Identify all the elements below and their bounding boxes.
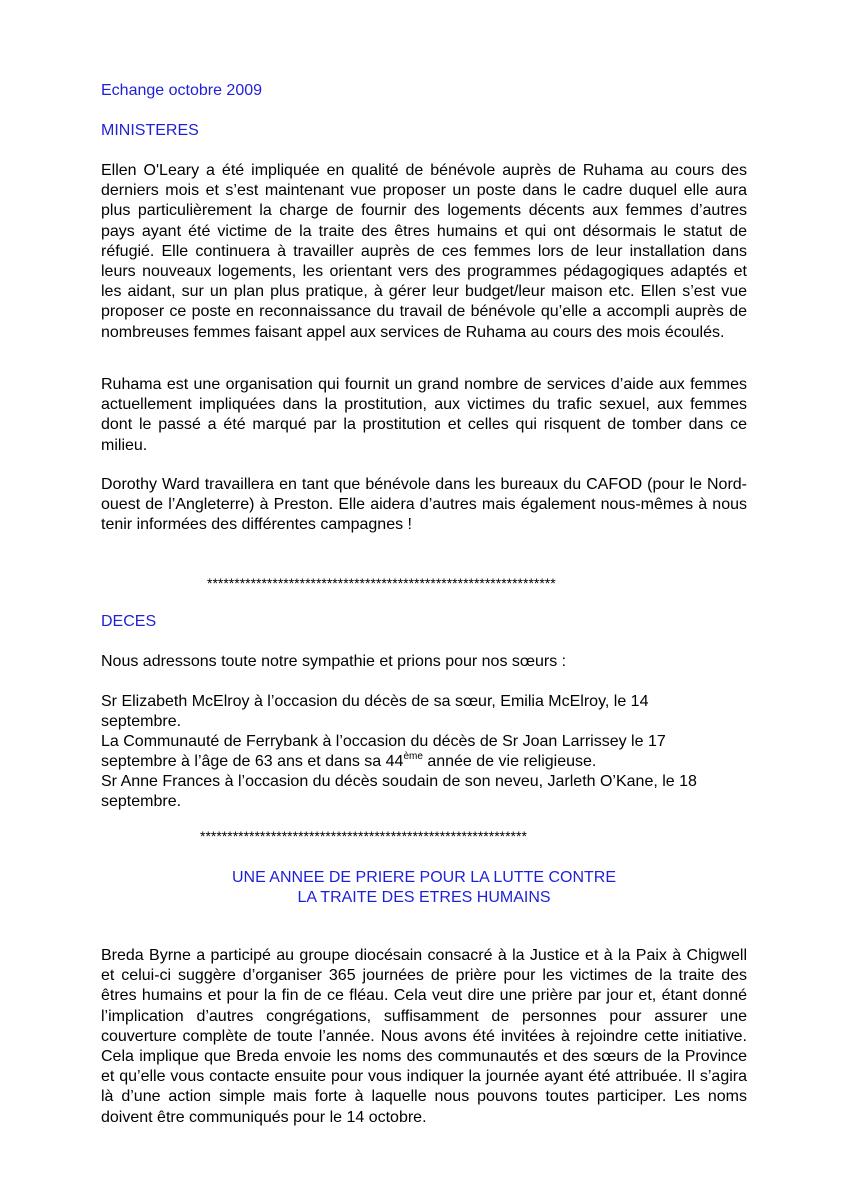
section-heading-deces: DECES [101, 613, 157, 630]
deces-item-ferrybank [101, 732, 711, 772]
section-heading-priere-line-2: LA TRAITE DES ETRES HUMAINS [297, 889, 551, 906]
ordinal-suffix: ème [403, 751, 423, 763]
deces-intro: Nous adressons toute notre sympathie et prions pour nos sœurs : [101, 653, 567, 670]
ministeres-paragraph-3: Dorothy Ward travaillera en tant que bénévole dans les bureaux du CAFOD (pour le Nord-ouest de l’Angleterre) à Preston. Elle aidera d’autres mais également nous-mêmes à nous tenir informées des différentes campagnes ! [101, 476, 747, 534]
ministeres-paragraph-2: Ruhama est une organisation qui fournit un grand nombre de services d’aide aux femmes actuellement impliquées dans la prostitution, aux victimes du trafic sexuel, aux femmes dont le passé a été marqué par la prostitution et celles qui risquent de tomber dans ce milieu. [101, 376, 747, 454]
deces-item-mcelroy: Sr Elizabeth McElroy à l’occasion du décès de sa sœur, Emilia McElroy, le 14 septembre. [101, 693, 649, 731]
deces-item-ferrybank-end: année de vie religieuse. [422, 753, 597, 771]
newsletter-title: Echange octobre 2009 [101, 82, 263, 99]
section-heading-priere-line-1: UNE ANNEE DE PRIERE POUR LA LUTTE CONTRE [231, 869, 617, 886]
separator-stars-1: **************************************************************** [207, 575, 556, 591]
deces-item-ferrybank-text: La Communauté de Ferrybank à l’occasion du décès de Sr Joan Larrissey le 17 septembre à l’âge de 63 ans et dans sa 44 [101, 733, 666, 771]
separator-stars-2: ************************************************************ [200, 828, 527, 844]
ministeres-paragraph-1: Ellen O'Leary a été impliquée en qualité de bénévole auprès de Ruhama au cours des derniers mois et s’est maintenant vue proposer un poste dans le cadre duquel elle aura plus particulièrement la charge de fournir des logements décents aux femmes d’autres pays ayant été victime de la traite des êtres humains et qui ont désormais le statut de réfugié. Elle continuera à travailler auprès de ces femmes lors de leur installation dans leurs nouveaux logements, les orientant vers des programmes pédagogiques adaptés et les aidant, sur un plan plus pratique, à gérer leur budget/leur maison etc. Ellen s’est vue proposer ce poste en reconnaissance du travail de bénévole qu’elle a accompli auprès de nombreuses femmes faisant appel aux services de Ruhama au cours des mois écoulés. [101, 162, 747, 341]
deces-item-anne-frances: Sr Anne Frances à l’occasion du décès soudain de son neveu, Jarleth O’Kane, le 18 septembre. [101, 773, 697, 811]
priere-paragraph: Breda Byrne a participé au groupe diocésain consacré à la Justice et à la Paix à Chigwell et celui-ci suggère d’organiser 365 journées de prière pour les victimes de la traite des êtres humains et pour la fin de ce fléau. Cela veut dire une prière par jour et, étant donné l’implication d’autres congrégations, suffisamment de personnes pour assurer une couverture complète de toute l’année. Nous avons été invitées à rejoindre cette initiative. Cela implique que Breda envoie les noms des communautés et des sœurs de la Province et qu’elle vous contacte ensuite pour vous indiquer la journée ayant été attribuée. Il s’agira là d’une action simple mais forte à laquelle nous pouvons toutes participer. Les noms doivent être communiqués pour le 14 octobre. [101, 947, 747, 1126]
section-heading-ministeres: MINISTERES [101, 122, 199, 139]
